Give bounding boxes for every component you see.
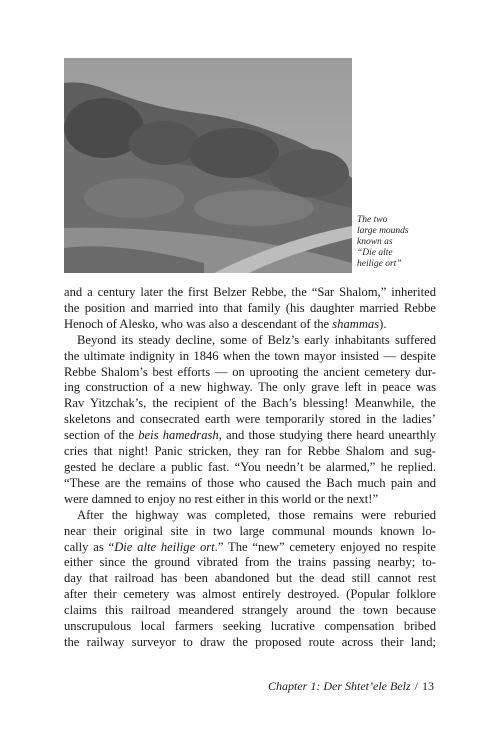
caption-line: “Die alte: [357, 248, 393, 258]
body-text: [64, 285, 436, 651]
body-line: cally as “Die alte heilige ort.” The “new” cemetery enjoyed no respite: [64, 539, 436, 554]
body-line: near their original site in two large communal mounds known lo-: [64, 523, 436, 538]
photo-caption: [357, 215, 437, 270]
body-line: day that railroad has been abandoned but the dead still cannot rest: [64, 571, 436, 586]
body-line: ing construction of a new highway. The only grave left in peace was: [64, 380, 436, 395]
body-line: gested he declare a public fast. “You needn’t be alarmed,” he replied.: [64, 459, 436, 474]
body-line: and a century later the first Belzer Rebbe, the “Sar Shalom,” inherited: [64, 285, 436, 299]
cemetery-mounds-photo: [64, 58, 352, 273]
body-line: cries that night! Panic stricken, they ran for Rebbe Shalom and sug-: [64, 444, 436, 459]
caption-line: The two: [357, 215, 388, 225]
body-line: the position and married into that family (his daughter married Rebbe: [64, 300, 436, 315]
body-line: the railway surveyor to draw the proposed route across their land;: [64, 634, 436, 649]
chapter-title: Chapter 1: Der Shtet’ele Belz: [268, 679, 411, 693]
body-line: were damned to enjoy no rest either in this world or the next!”: [64, 491, 379, 506]
caption-line: known as: [357, 237, 393, 247]
body-line: skeletons and consecrated earth were temporarily stored in the ladies’: [64, 412, 436, 427]
body-line: Rebbe Shalom’s best efforts — on uprooting the ancient cemetery dur-: [64, 364, 436, 379]
caption-line: large mounds: [357, 226, 409, 236]
caption-line: heilige ort”: [357, 259, 402, 269]
page-number: 13: [422, 679, 434, 693]
running-footer: [268, 679, 434, 694]
body-line: claims this railroad meandered strangely around the town because: [64, 603, 436, 618]
body-line: after their cemetery was almost entirely destroyed. (Popular folklore: [64, 587, 436, 602]
body-line: section of the beis hamedrash, and those studying there heard unearthly: [64, 428, 437, 443]
body-line: Beyond its steady decline, some of Belz’s early inhabitants suffered: [77, 332, 436, 347]
body-line: unscrupulous local farmers seeking lucrative compensation bribed: [64, 619, 436, 634]
body-line: “These are the remains of those who caused the Bach much pain and: [64, 475, 436, 490]
footer-separator: /: [414, 679, 418, 693]
body-line: either since the ground vibrated from the trains passing nearby; to-: [64, 555, 436, 570]
body-line: Rav Yitzchak’s, the recipient of the Bach’s blessing! Meanwhile, the: [64, 396, 436, 411]
body-line: the ultimate indignity in 1846 when the town mayor insisted — despite: [64, 348, 436, 363]
body-line: Henoch of Alesko, who was also a descendant of the shammas).: [64, 316, 387, 331]
body-line: After the highway was completed, those remains were reburied: [77, 507, 436, 522]
